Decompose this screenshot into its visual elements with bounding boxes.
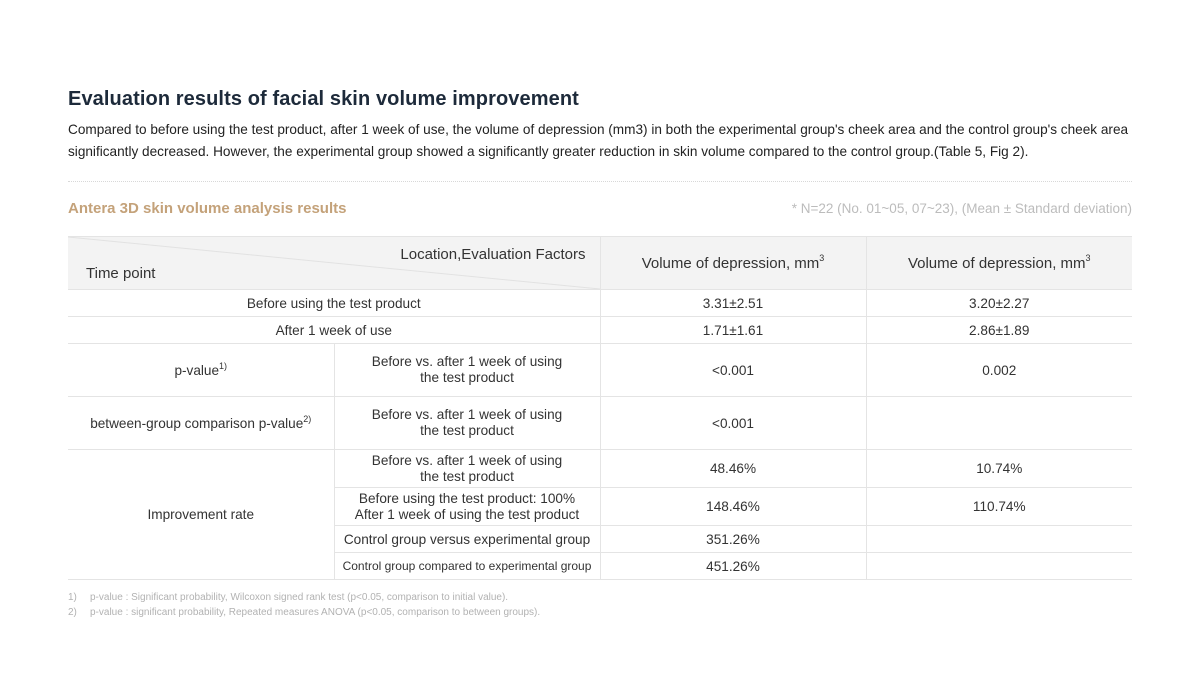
page-title: Evaluation results of facial skin volume improvement: [68, 88, 579, 110]
table-row-pvalue: [68, 344, 1132, 397]
header-volume-col2: Volume of depression, $mm^3$: [866, 237, 1132, 290]
table-row-between-group: [68, 397, 1132, 450]
header-location-factors: Location,Evaluation Factors: [400, 246, 586, 263]
intro-paragraph: Compared to before using the test product, after 1 week of use, the volume of depression (mm3) in both the experimental group's cheek area and the control group's cheek area significantly decreased. However, the experimental group showed a significantly greater reduction in skin volume compared to the control group.(Table 5, Fig 2).: [68, 122, 1129, 159]
table-row-before: [68, 290, 1132, 317]
value-cell: 0.002: [866, 344, 1132, 397]
row-description: Control group compared to experimental group: [334, 553, 600, 580]
value-cell: 1.71±1.61: [600, 317, 866, 344]
row-description: Before vs. after 1 week of using the test product: [334, 397, 600, 450]
value-cell: 3.31±2.51: [600, 290, 866, 317]
row-label: between-group comparison p-value$^{2)}$: [68, 397, 334, 450]
table-caption-row: [68, 200, 1132, 217]
row-description: Control group versus experimental group: [334, 526, 600, 553]
table-row-after: [68, 317, 1132, 344]
footnote-2: 2) p-value : significant probability, Repeated measures ANOVA (p<0.05, comparison to between groups).: [68, 607, 541, 618]
value-cell: [866, 553, 1132, 580]
row-description: Before using the test product: 100% After 1 week of using the test product: [334, 488, 600, 526]
value-cell: 351.26%: [600, 526, 866, 553]
row-label: Before using the test product: [68, 290, 600, 317]
value-cell: [866, 526, 1132, 553]
value-cell: 10.74%: [866, 450, 1132, 488]
value-cell: 2.86±1.89: [866, 317, 1132, 344]
value-cell: 48.46%: [600, 450, 866, 488]
header-time-point: Time point: [86, 265, 156, 282]
row-description: Before vs. after 1 week of using the test product: [334, 344, 600, 397]
results-table: [68, 236, 1132, 580]
section-divider: [68, 181, 1132, 182]
row-description: Before vs. after 1 week of using the test product: [334, 450, 600, 488]
value-cell: 148.46%: [600, 488, 866, 526]
value-cell: 110.74%: [866, 488, 1132, 526]
table-header-row: [68, 237, 1132, 290]
row-label: Improvement rate: [68, 450, 334, 580]
value-cell: [866, 397, 1132, 450]
row-label: p-value$^{1)}$: [68, 344, 334, 397]
footnote-1: 1) p-value : Significant probability, Wilcoxon signed rank test (p<0.05, comparison to initial value).: [68, 592, 509, 603]
table-subtitle: Antera 3D skin volume analysis results: [68, 200, 347, 217]
value-cell: <0.001: [600, 397, 866, 450]
value-cell: 451.26%: [600, 553, 866, 580]
footnotes: [68, 590, 1132, 620]
sample-note: * N=22 (No. 01~05, 07~23), (Mean ± Standard deviation): [791, 201, 1132, 216]
value-cell: 3.20±2.27: [866, 290, 1132, 317]
table-row-improvement-1: [68, 450, 1132, 488]
row-label: After 1 week of use: [68, 317, 600, 344]
diagonal-header-cell: [68, 237, 600, 290]
report-page: [68, 88, 1132, 620]
header-volume-col1: Volume of depression, $mm^3$: [600, 237, 866, 290]
value-cell: <0.001: [600, 344, 866, 397]
